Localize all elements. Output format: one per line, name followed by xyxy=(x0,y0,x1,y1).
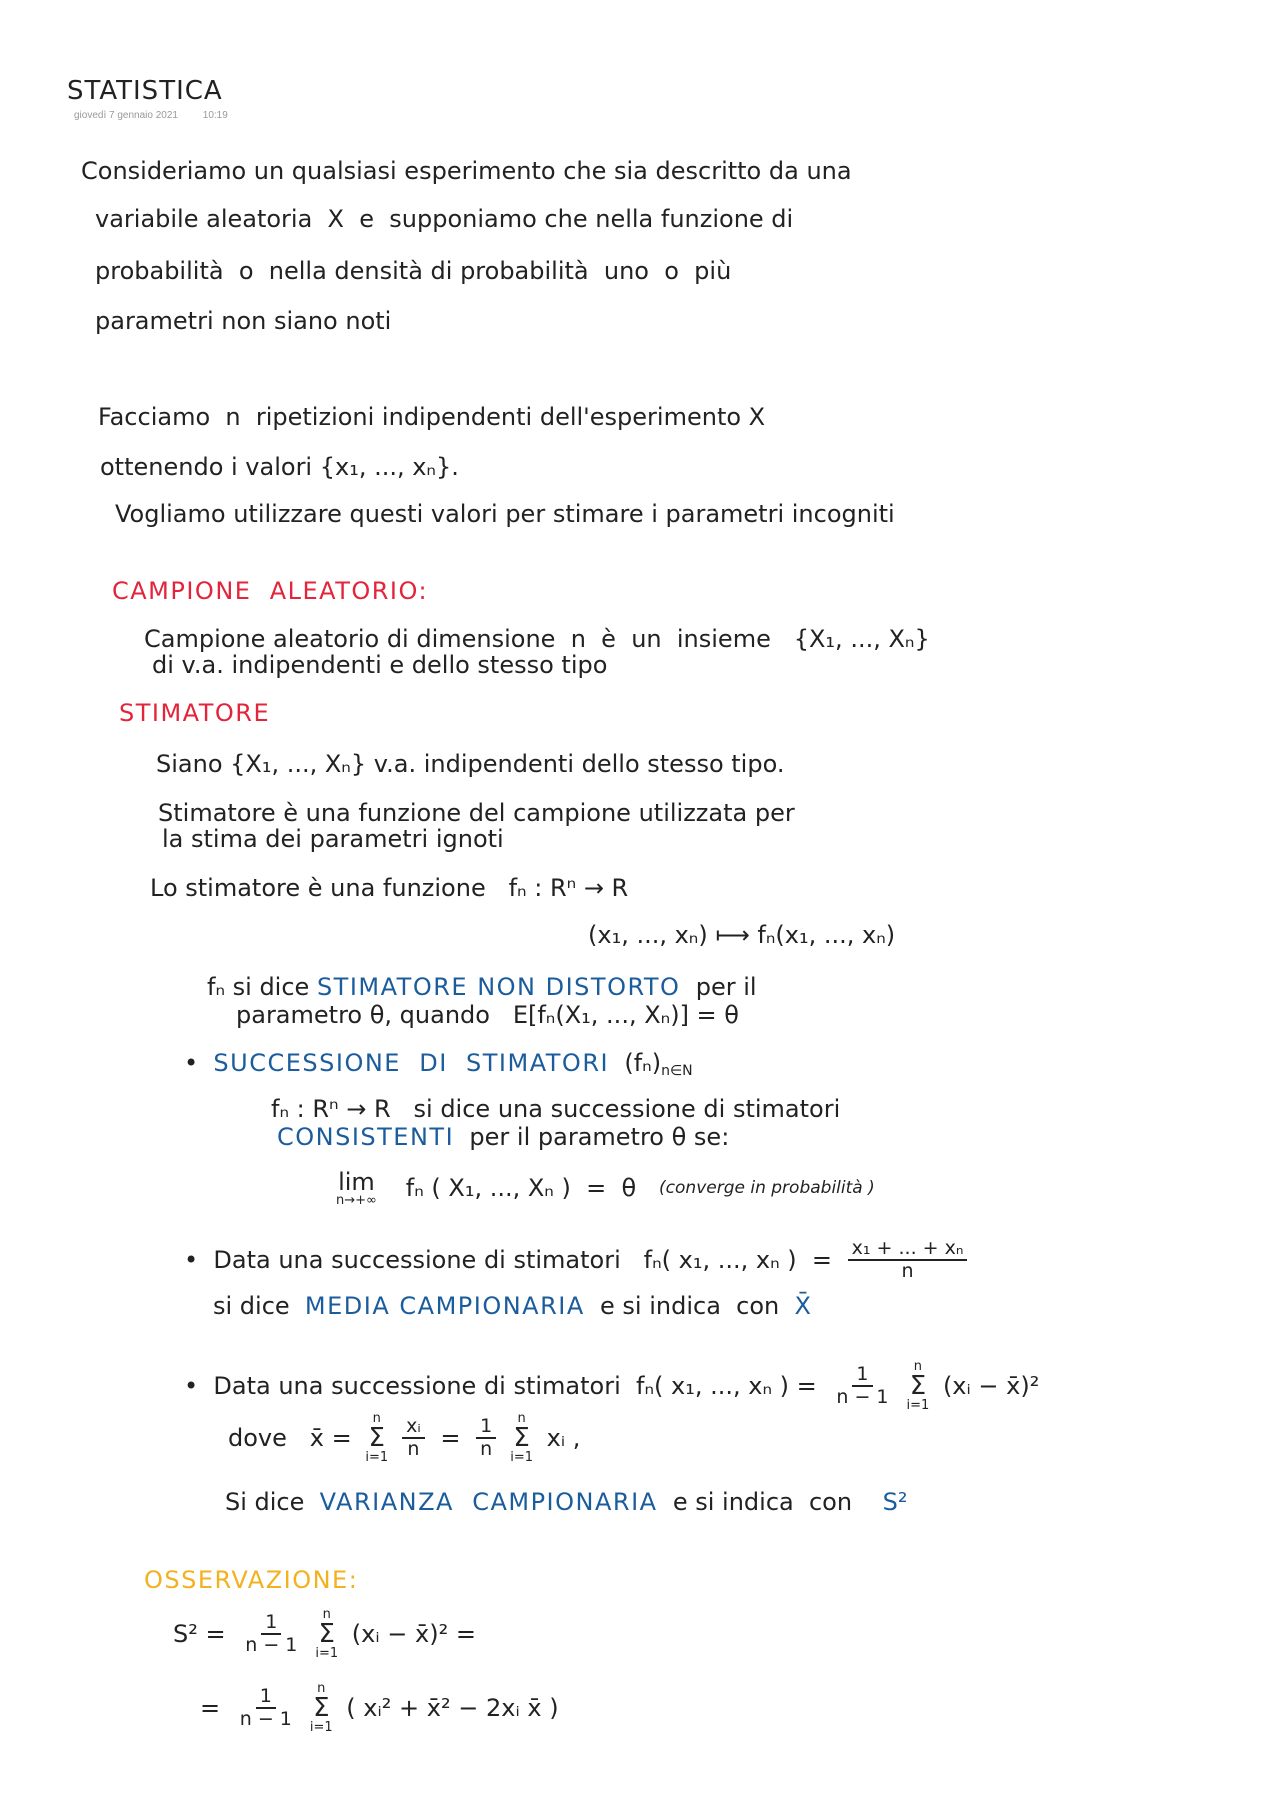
note-line-h-stimatore xyxy=(119,700,270,726)
note-text: n∈N xyxy=(661,1062,693,1079)
note-text: parametro θ, quando E[fₙ(X₁, ..., Xₙ)] = θ xyxy=(236,1001,739,1029)
limit xyxy=(336,1170,377,1207)
note-text: dove x̄ = xyxy=(228,1423,360,1452)
highlighted-term: MEDIA CAMPIONARIA xyxy=(304,1292,585,1320)
summation xyxy=(315,1608,338,1660)
note-line-intro-2 xyxy=(95,206,793,232)
note-line-rep-3 xyxy=(115,501,895,527)
note-text: S² xyxy=(882,1488,908,1516)
note-text: = xyxy=(432,1423,469,1452)
note-text: Consideriamo un qualsiasi esperimento che sia descritto da una xyxy=(81,157,852,185)
note-line-h-campione xyxy=(112,578,428,604)
sigma-symbol: Σ xyxy=(909,1371,927,1401)
note-text: Campione aleatorio di dimensione n è un insieme {X₁, ..., Xₙ} xyxy=(144,625,930,653)
fraction xyxy=(236,1686,296,1730)
note-text: ottenendo i valori {x₁, ..., xₙ}. xyxy=(100,453,459,481)
note-line-intro-1 xyxy=(81,158,852,184)
note-text: e si indica con xyxy=(657,1488,883,1516)
note-text: per il parametro θ se: xyxy=(454,1123,730,1151)
note-line-oss-2 xyxy=(200,1682,559,1734)
note-line-rep-1 xyxy=(98,404,765,430)
note-line-intro-3 xyxy=(95,258,731,284)
fraction-numerator: 1 xyxy=(852,1364,872,1387)
fraction-denominator: n − 1 xyxy=(245,1634,298,1656)
sum-upper: n xyxy=(517,1411,526,1426)
limit-subscript: n→+∞ xyxy=(336,1193,377,1208)
note-line-var-1 xyxy=(184,1360,1039,1412)
note-line-var-2 xyxy=(228,1412,580,1464)
highlighted-term: OSSERVAZIONE: xyxy=(144,1566,359,1594)
sigma-symbol: Σ xyxy=(513,1423,530,1453)
summation xyxy=(907,1360,930,1412)
note-line-rep-2 xyxy=(100,454,459,480)
note-line-stim-2 xyxy=(158,800,795,826)
note-text: si dice xyxy=(213,1292,305,1320)
note-text: ( xᵢ² + x̄² − 2xᵢ x̄ ) xyxy=(338,1693,559,1722)
note-text: • Data una successione di stimatori fₙ( x₁, ..., xₙ ) = xyxy=(184,1371,825,1400)
note-line-stim-4 xyxy=(150,875,628,901)
note-text: di v.a. indipendenti e dello stesso tipo xyxy=(152,651,608,679)
fraction-numerator: 1 xyxy=(476,1416,496,1439)
note-text: (xᵢ − x̄)² xyxy=(935,1371,1040,1400)
sum-upper: n xyxy=(372,1411,381,1426)
note-text: fₙ ( X₁, ..., Xₙ ) = θ xyxy=(382,1174,660,1203)
note-line-succ-2 xyxy=(271,1096,840,1122)
fraction xyxy=(402,1416,425,1460)
note-text: Stimatore è una funzione del campione utilizzata per xyxy=(158,799,795,827)
note-line-succ-4 xyxy=(330,1170,875,1207)
sum-lower: i=1 xyxy=(315,1646,339,1661)
note-line-h-oss xyxy=(144,1567,358,1593)
sigma-symbol: Σ xyxy=(313,1693,330,1723)
note-text: • Data una successione di stimatori fₙ( x₁, ..., xₙ ) = xyxy=(184,1245,840,1274)
fraction-numerator: x₁ + ... + xₙ xyxy=(848,1238,968,1261)
note-line-stim-1 xyxy=(156,751,784,777)
fraction-denominator: n xyxy=(901,1259,914,1282)
sum-lower: i=1 xyxy=(510,1450,534,1465)
summation xyxy=(310,1682,333,1734)
note-line-var-3 xyxy=(225,1489,907,1515)
note-text: Si dice xyxy=(225,1488,320,1516)
note-line-succ-1 xyxy=(184,1049,693,1079)
sum-lower: i=1 xyxy=(906,1398,930,1413)
note-line-intro-4 xyxy=(95,308,391,334)
highlighted-term: SUCCESSIONE DI STIMATORI xyxy=(213,1049,610,1077)
limit-label: lim xyxy=(338,1168,375,1196)
note-text: per il xyxy=(680,973,757,1001)
note-text: Vogliamo utilizzare questi valori per stimare i parametri incogniti xyxy=(115,500,895,528)
highlighted-term: STIMATORE xyxy=(119,699,271,727)
note-text: Lo stimatore è una funzione fₙ : Rⁿ → R xyxy=(150,874,629,902)
sum-upper: n xyxy=(317,1681,326,1696)
page-timestamp xyxy=(74,110,250,121)
note-text: variabile aleatoria X e supponiamo che nella funzione di xyxy=(95,205,794,233)
sum-lower: i=1 xyxy=(365,1450,389,1465)
note-line-nd-1 xyxy=(207,974,757,1000)
note-text: = xyxy=(200,1693,228,1722)
note-text: fₙ si dice xyxy=(207,973,317,1001)
fraction-denominator: n − 1 xyxy=(836,1386,889,1408)
fraction xyxy=(832,1364,892,1408)
note-text: probabilità o nella densità di probabilità uno o più xyxy=(95,257,732,285)
fraction-numerator: 1 xyxy=(261,1612,281,1635)
note-line-stim-3 xyxy=(162,826,504,852)
page-time: 10:19 xyxy=(202,110,228,121)
note-line-media-2 xyxy=(213,1293,811,1319)
note-text: • xyxy=(184,1049,214,1077)
page-date: giovedì 7 gennaio 2021 xyxy=(74,110,178,121)
note-line-camp-2 xyxy=(152,652,607,678)
note-text: X̄ xyxy=(794,1292,811,1320)
note-text: (converge in probabilità ) xyxy=(659,1178,875,1199)
note-text: la stima dei parametri ignoti xyxy=(162,825,504,853)
sum-upper: n xyxy=(322,1607,331,1622)
note-text: parametri non siano noti xyxy=(95,307,392,335)
page-title: STATISTICA xyxy=(67,76,223,106)
note-line-camp-1 xyxy=(144,626,930,652)
fraction-denominator: n xyxy=(480,1438,493,1460)
fraction-numerator: 1 xyxy=(256,1686,276,1709)
sum-upper: n xyxy=(913,1359,923,1374)
note-text: (x₁, ..., xₙ) ⟼ fₙ(x₁, ..., xₙ) xyxy=(588,921,896,949)
note-line-stim-5 xyxy=(588,922,895,948)
note-text: Siano {X₁, ..., Xₙ} v.a. indipendenti dello stesso tipo. xyxy=(156,750,785,778)
note-line-oss-1 xyxy=(173,1608,476,1660)
note-text: xᵢ , xyxy=(539,1423,581,1452)
note-text: (xᵢ − x̄)² = xyxy=(344,1619,476,1648)
summation xyxy=(510,1412,533,1464)
note-line-media-1 xyxy=(184,1238,975,1282)
note-line-nd-2 xyxy=(236,1002,739,1028)
note-text: e si indica con xyxy=(584,1292,795,1320)
fraction xyxy=(241,1612,301,1656)
fraction xyxy=(476,1416,496,1460)
fraction-numerator: xᵢ xyxy=(402,1416,425,1439)
note-text: (fₙ) xyxy=(609,1049,662,1077)
highlighted-term: VARIANZA CAMPIONARIA xyxy=(319,1488,658,1516)
note-text: S² = xyxy=(173,1619,234,1648)
fraction-denominator: n − 1 xyxy=(239,1708,292,1730)
sigma-symbol: Σ xyxy=(368,1423,385,1453)
sum-lower: i=1 xyxy=(309,1720,333,1735)
note-text: fₙ : Rⁿ → R si dice una successione di stimatori xyxy=(271,1095,841,1123)
highlighted-term: CAMPIONE ALEATORIO: xyxy=(112,577,429,605)
fraction-denominator: n xyxy=(407,1438,420,1460)
fraction xyxy=(848,1238,968,1282)
highlighted-term: CONSISTENTI xyxy=(277,1123,455,1151)
highlighted-term: STIMATORE NON DISTORTO xyxy=(316,973,681,1001)
summation xyxy=(365,1412,388,1464)
note-text: Facciamo n ripetizioni indipendenti dell'esperimento X xyxy=(98,403,766,431)
sigma-symbol: Σ xyxy=(318,1619,335,1649)
note-line-succ-3 xyxy=(277,1124,729,1150)
